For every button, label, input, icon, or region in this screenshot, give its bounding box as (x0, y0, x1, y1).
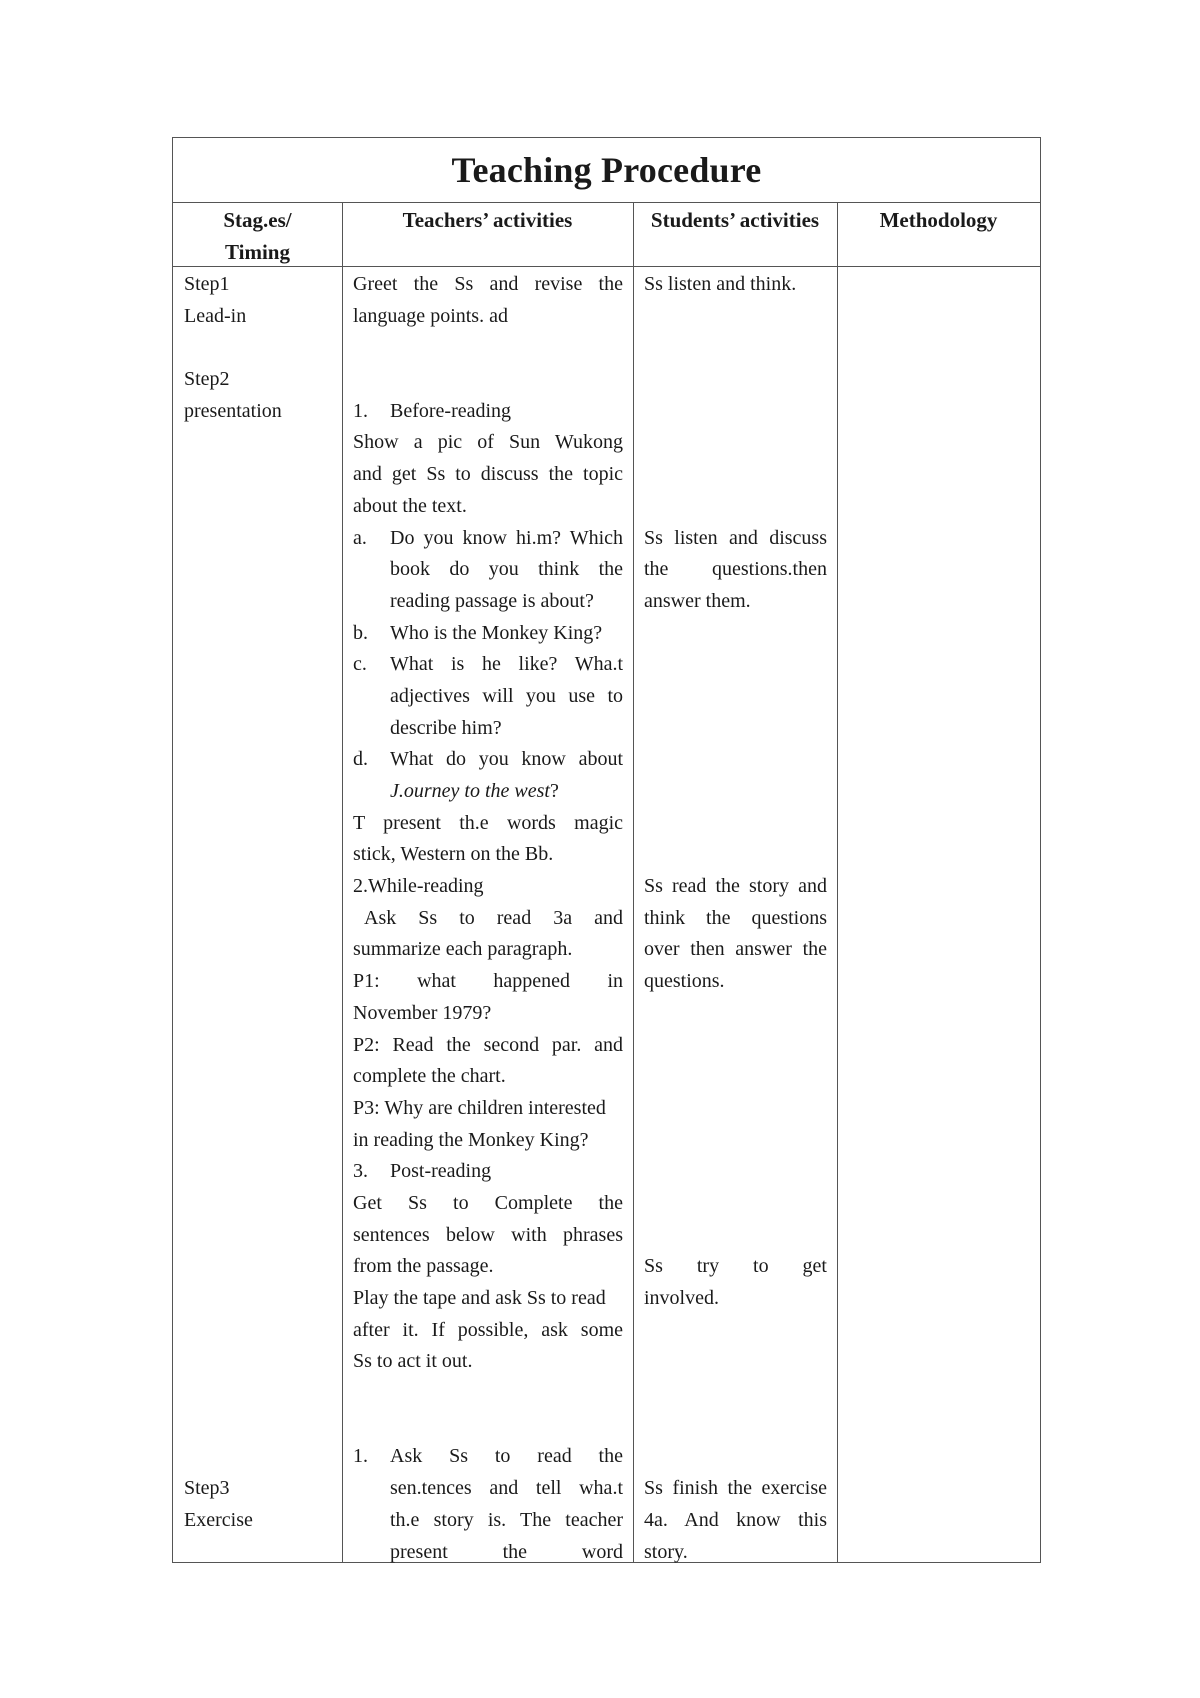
header-teachers-text: Teachers’ activities (402, 208, 573, 232)
teacher-line: present the word (390, 1540, 623, 1563)
exercise-item (353, 1441, 623, 1473)
student-line: think the questions (644, 906, 827, 929)
column-divider (633, 203, 634, 1562)
list-number: d. (353, 748, 368, 771)
question-c (353, 649, 623, 681)
teacher-line: Get Ss to Complete the (353, 1191, 623, 1214)
student-line: Ss try to get (644, 1255, 827, 1278)
teacher-line: complete the chart. (353, 1065, 506, 1088)
list-text: Before-reading (390, 399, 512, 422)
header-methodology-text: Methodology (879, 208, 998, 232)
teachers-column (353, 269, 623, 1568)
list-text: What do you know about (390, 748, 623, 771)
list-number: 3. (353, 1160, 368, 1183)
stages-column (184, 269, 334, 1537)
teacher-line: P3: Why are children interested (353, 1096, 606, 1119)
teacher-line: sen.tences and tell wha.t (390, 1477, 623, 1500)
book-title: J.ourney to the west (390, 780, 550, 802)
list-text: Post-reading (390, 1160, 492, 1183)
teacher-line: and get Ss to discuss the topic (353, 463, 623, 486)
teacher-line: adjectives will you use to (390, 684, 623, 707)
teacher-line: sentences below with phrases (353, 1223, 623, 1246)
student-line: Ss finish the exercise (644, 1477, 827, 1500)
list-number: a. (353, 526, 367, 549)
stage-lead-in: Lead-in (184, 304, 247, 327)
list-number: 1. (353, 399, 368, 422)
list-text: Do you know hi.m? Which (390, 526, 623, 549)
question-a (353, 523, 623, 555)
teacher-line: book do you think the (390, 558, 623, 581)
list-text: Who is the Monkey King? (390, 621, 603, 644)
methodology-text (848, 269, 1031, 301)
student-line: questions. (644, 970, 725, 993)
stage-exercise: Exercise (184, 1508, 253, 1531)
student-line: Ss listen and discuss (644, 526, 827, 549)
header-students-text: Students’ activities (650, 208, 820, 232)
teacher-line: about the text. (353, 494, 467, 517)
teacher-line (353, 776, 623, 808)
teacher-line: Greet the Ss and revise the (353, 273, 623, 295)
teaching-procedure-table (172, 137, 1041, 1563)
list-text: What is he like? Wha.t (390, 653, 623, 676)
student-line: Ss read the story and (644, 875, 827, 898)
student-line: the questions.then (644, 558, 827, 581)
column-divider (837, 203, 838, 1562)
teacher-line: P2: Read the second par. and (353, 1033, 623, 1056)
student-line: Ss listen and think. (644, 273, 797, 295)
teacher-line: T present th.e words magic (353, 811, 623, 834)
header-stages (173, 203, 342, 266)
before-reading-item (353, 396, 623, 428)
header-methodology (837, 203, 1040, 266)
list-number: b. (353, 621, 368, 644)
header-stages-line1: Stag.es/ (223, 208, 292, 232)
stage-step3: Step3 (184, 1477, 230, 1500)
header-students (633, 203, 837, 266)
teacher-line: describe him? (390, 716, 502, 739)
teacher-line: Play the tape and ask Ss to read (353, 1287, 606, 1309)
teacher-line: summarize each paragraph. (353, 938, 573, 961)
question-b (353, 618, 623, 650)
title-row (173, 138, 1040, 203)
student-line: 4a. And know this (644, 1508, 827, 1531)
student-line: story. (644, 1540, 688, 1563)
stage-step1: Step1 (184, 273, 230, 295)
list-number: c. (353, 653, 367, 676)
list-text: Ask Ss to read the (390, 1445, 623, 1468)
student-line: involved. (644, 1287, 719, 1309)
teacher-line: Ss to act it out. (353, 1350, 473, 1373)
teacher-line: November 1979? (353, 1001, 492, 1024)
teacher-line: language points. ad (353, 304, 508, 327)
student-line: over then answer the (644, 938, 827, 961)
header-teachers (342, 203, 633, 266)
list-number: 1. (353, 1445, 368, 1468)
table-title: Teaching Procedure (451, 150, 762, 190)
stage-step2: Step2 (184, 368, 230, 391)
punctuation: ? (549, 780, 559, 802)
teacher-line: Ask Ss to read 3a and (364, 906, 623, 929)
student-line: answer them. (644, 589, 751, 612)
post-reading-item (353, 1156, 623, 1188)
teacher-line: P1: what happened in (353, 970, 623, 993)
teacher-line: th.e story is. The teacher (390, 1508, 623, 1531)
column-divider (342, 203, 343, 1562)
methodology-column (848, 269, 1031, 301)
teacher-line: after it. If possible, ask some (353, 1318, 623, 1341)
students-column (644, 269, 827, 1568)
teacher-line: stick, Western on the Bb. (353, 843, 554, 866)
teacher-line: reading passage is about? (390, 589, 594, 612)
stage-presentation: presentation (184, 399, 282, 422)
header-stages-line2: Timing (225, 239, 290, 264)
teacher-line: from the passage. (353, 1255, 494, 1278)
question-d (353, 744, 623, 776)
while-reading-heading: 2.While-reading (353, 875, 484, 898)
teacher-line: Show a pic of Sun Wukong (353, 431, 623, 454)
teacher-line: in reading the Monkey King? (353, 1128, 589, 1151)
